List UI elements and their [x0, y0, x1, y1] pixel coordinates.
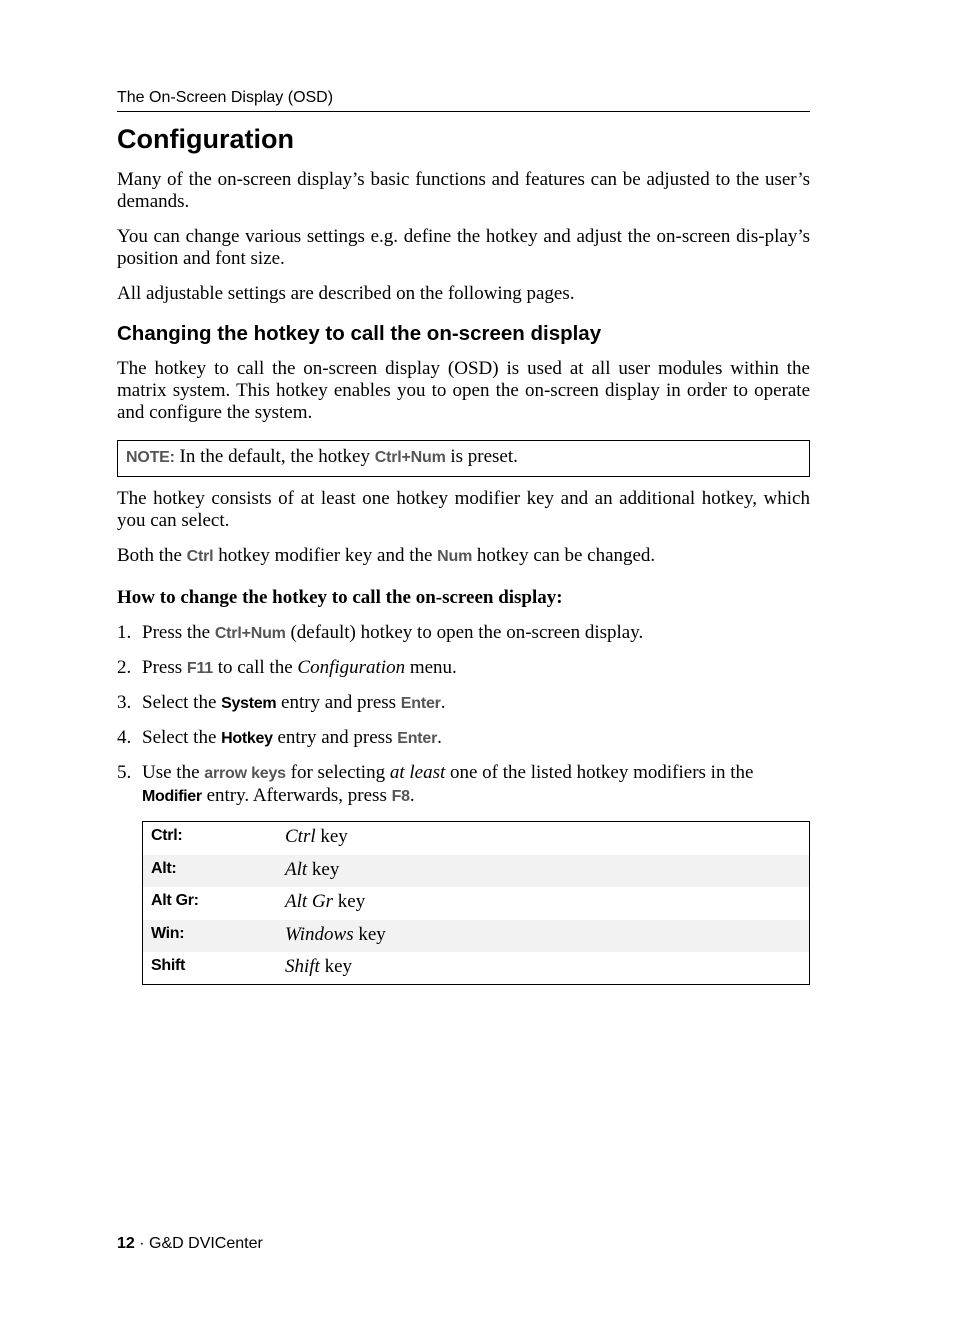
- paragraph-both-keys: [117, 545, 810, 568]
- note-label: NOTE:: [126, 449, 175, 466]
- page-number: 12: [117, 1235, 135, 1252]
- text: hotkey can be changed.: [472, 545, 656, 566]
- modifier-description: [285, 924, 386, 946]
- note-key: Ctrl+Num: [374, 449, 446, 466]
- text: one of the listed hotkey modifiers in the: [445, 762, 754, 783]
- note-text-after: is preset.: [445, 446, 518, 467]
- modifier-description: [285, 859, 339, 881]
- modifier-name: Ctrl:: [151, 827, 183, 844]
- text: Select the: [142, 692, 222, 713]
- text: Press the: [142, 622, 215, 643]
- procedure-title: How to change the hotkey to call the on-screen display:: [117, 587, 563, 608]
- table-row: [143, 920, 809, 953]
- key-ctrl-num: Ctrl+Num: [214, 625, 286, 642]
- text: key: [315, 826, 348, 847]
- text: entry. Afterwards, press: [201, 785, 392, 806]
- entry-hotkey: Hotkey: [221, 730, 273, 747]
- entry-system: System: [221, 695, 277, 712]
- emphasis-at-least: at least: [389, 762, 446, 783]
- text: Alt: [285, 858, 308, 880]
- modifier-table: [142, 821, 810, 985]
- section-title: Configuration: [117, 124, 294, 154]
- modifier-description: [285, 956, 352, 978]
- text: hotkey modifier key and the: [213, 545, 438, 566]
- note-box: [117, 440, 810, 477]
- key-f11: F11: [186, 660, 213, 677]
- text: Windows: [285, 923, 354, 945]
- text: Select the: [142, 727, 222, 748]
- step-number: 3.: [117, 692, 132, 713]
- text: key: [319, 956, 353, 978]
- modifier-description: [285, 891, 365, 913]
- text: menu.: [405, 657, 457, 678]
- paragraph-intro: Many of the on-screen display’s basic functions and features can be adjusted to the user’s demands.: [117, 169, 810, 212]
- step-text: [142, 762, 810, 808]
- text: entry and press: [276, 692, 401, 713]
- text: Shift: [285, 956, 320, 978]
- page-footer: [117, 1235, 263, 1253]
- text: (default) hotkey to open the on-screen display.: [285, 622, 644, 643]
- modifier-name: Alt:: [151, 859, 177, 877]
- step-number: 2.: [117, 657, 132, 678]
- product-name: G&D DVICenter: [149, 1235, 263, 1252]
- text: .: [409, 785, 415, 806]
- text: Use the: [142, 762, 205, 783]
- modifier-name: Win:: [151, 924, 185, 942]
- step-text: [142, 657, 810, 680]
- step-text: [142, 727, 810, 750]
- step-text: [142, 622, 810, 645]
- subsection-title: Changing the hotkey to call the on-screen display: [117, 322, 602, 345]
- modifier-name: Shift: [151, 957, 186, 975]
- key-arrow-keys: arrow keys: [204, 765, 286, 782]
- footer-separator: ·: [134, 1235, 150, 1252]
- table-row: [143, 822, 809, 855]
- text: for selecting: [285, 762, 390, 783]
- running-header: The On-Screen Display (OSD): [117, 89, 810, 112]
- key-ctrl: Ctrl: [186, 548, 214, 565]
- text: Alt Gr: [285, 891, 334, 913]
- text: to call the: [212, 657, 298, 678]
- text: .: [440, 692, 446, 713]
- menu-configuration: Configuration: [297, 657, 406, 678]
- key-enter: Enter: [400, 695, 441, 712]
- entry-modifier: Modifier: [142, 788, 202, 805]
- paragraph-adjustable: All adjustable settings are described on the following pages.: [117, 283, 575, 304]
- text: .: [437, 727, 442, 748]
- step-number: 5.: [117, 762, 132, 783]
- text: Press: [142, 657, 187, 678]
- table-row: [143, 887, 809, 920]
- text: key: [307, 858, 340, 880]
- step-number: 1.: [117, 622, 132, 643]
- table-row: [143, 855, 809, 888]
- key-f8: F8: [391, 788, 410, 805]
- text: entry and press: [272, 727, 398, 748]
- key-num: Num: [437, 548, 473, 565]
- text: key: [353, 923, 386, 945]
- table-row: [143, 952, 809, 985]
- paragraph-modifier: The hotkey consists of at least one hotkey modifier key and an additional hotkey, which you can select.: [117, 488, 810, 531]
- paragraph-settings: You can change various settings e.g. define the hotkey and adjust the on-screen dis-play’s position and font size.: [117, 226, 810, 269]
- text: key: [333, 891, 366, 913]
- key-enter: Enter: [397, 730, 438, 747]
- modifier-name: Alt Gr:: [151, 892, 199, 910]
- text: Both the: [117, 545, 187, 566]
- text: Ctrl: [285, 826, 316, 847]
- modifier-description: [285, 826, 348, 848]
- paragraph-hotkey-intro: The hotkey to call the on-screen display (OSD) is used at all user modules within the matrix system. This hotkey enables you to open the on-screen display in order to operate and configure the system.: [117, 358, 810, 423]
- step-number: 4.: [117, 727, 132, 748]
- note-text-before: In the default, the hotkey: [174, 446, 375, 467]
- step-text: [142, 692, 810, 715]
